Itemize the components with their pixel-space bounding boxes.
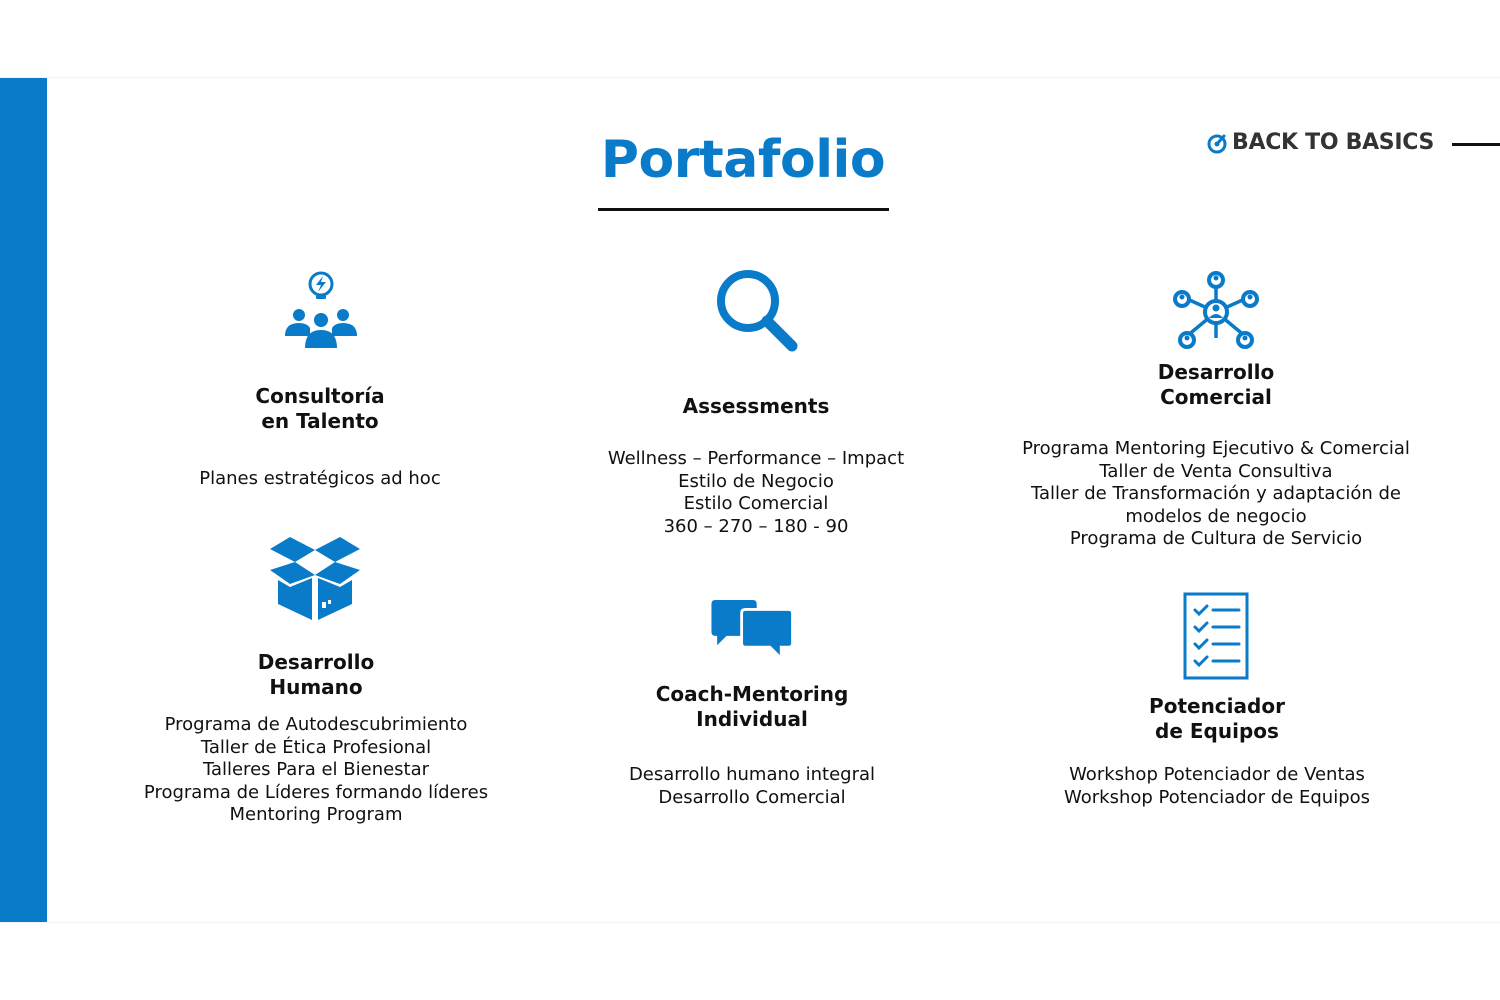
list-item: Desarrollo Comercial [658, 786, 846, 808]
list-item: Programa de Autodescubrimiento [164, 714, 468, 735]
list-item: Wellness – Performance – Impact [607, 448, 905, 469]
card-consultoria-talento [170, 268, 470, 498]
card-heading-line: Desarrollo [257, 650, 375, 674]
card-assessments [580, 266, 932, 556]
card-heading-line: Individual [696, 707, 808, 731]
card-heading-line: Humano [269, 675, 363, 699]
list-item: Programa Mentoring Ejecutivo & Comercial [1022, 438, 1410, 459]
title-underline [598, 208, 889, 211]
magnifier-icon [712, 266, 802, 356]
talent-ideas-icon [281, 270, 361, 350]
page-title: Portafolio [600, 130, 886, 190]
list-item: Estilo de Negocio [678, 470, 834, 492]
card-heading-line: Assessments [682, 394, 830, 418]
list-item: Workshop Potenciador de Equipos [1063, 786, 1371, 808]
list-item: Programa de Líderes formando líderes [143, 781, 489, 803]
card-heading-line: en Talento [261, 409, 379, 433]
card-heading-line: Desarrollo [1157, 360, 1275, 384]
slide [0, 78, 1500, 922]
checklist-icon [1183, 592, 1249, 680]
list-item: Planes estratégicos ad hoc [199, 468, 441, 489]
card-potenciador-equipos [1036, 590, 1398, 820]
card-desarrollo-humano [110, 530, 522, 830]
list-item: Estilo Comercial [683, 493, 829, 514]
card-heading-line: de Equipos [1155, 719, 1279, 743]
card-heading-line: Coach-Mentoring [655, 682, 849, 706]
network-icon [1171, 270, 1261, 354]
accent-side-bar [0, 78, 47, 922]
list-item: Programa de Cultura de Servicio [1069, 528, 1363, 549]
card-heading-line: Potenciador [1149, 694, 1285, 718]
chat-bubbles-icon [709, 600, 795, 666]
list-item: Mentoring Program [229, 804, 403, 825]
list-item: modelos de negocio [1125, 505, 1307, 527]
card-desarrollo-comercial [1000, 268, 1432, 568]
card-heading-line: Comercial [1160, 385, 1272, 409]
back-to-basics-logo-icon [1206, 132, 1228, 154]
list-item: Workshop Potenciador de Ventas [1069, 764, 1365, 785]
brand-logo [1206, 130, 1434, 155]
list-item: Taller de Transformación y adaptación de [1031, 483, 1401, 504]
list-item: Talleres Para el Bienestar [202, 759, 430, 780]
list-item: Desarrollo humano integral [628, 764, 876, 785]
list-item: Taller de Venta Consultiva [1099, 460, 1333, 482]
brand-rule [1452, 143, 1500, 146]
card-coach-mentoring [592, 598, 912, 818]
list-item: Taller de Ética Profesional [200, 736, 432, 758]
list-item: 360 – 270 – 180 - 90 [663, 515, 849, 537]
brand-name: BACK TO BASICS [1232, 130, 1435, 155]
open-box-icon [270, 532, 360, 622]
card-heading-line: Consultoría [255, 384, 385, 408]
